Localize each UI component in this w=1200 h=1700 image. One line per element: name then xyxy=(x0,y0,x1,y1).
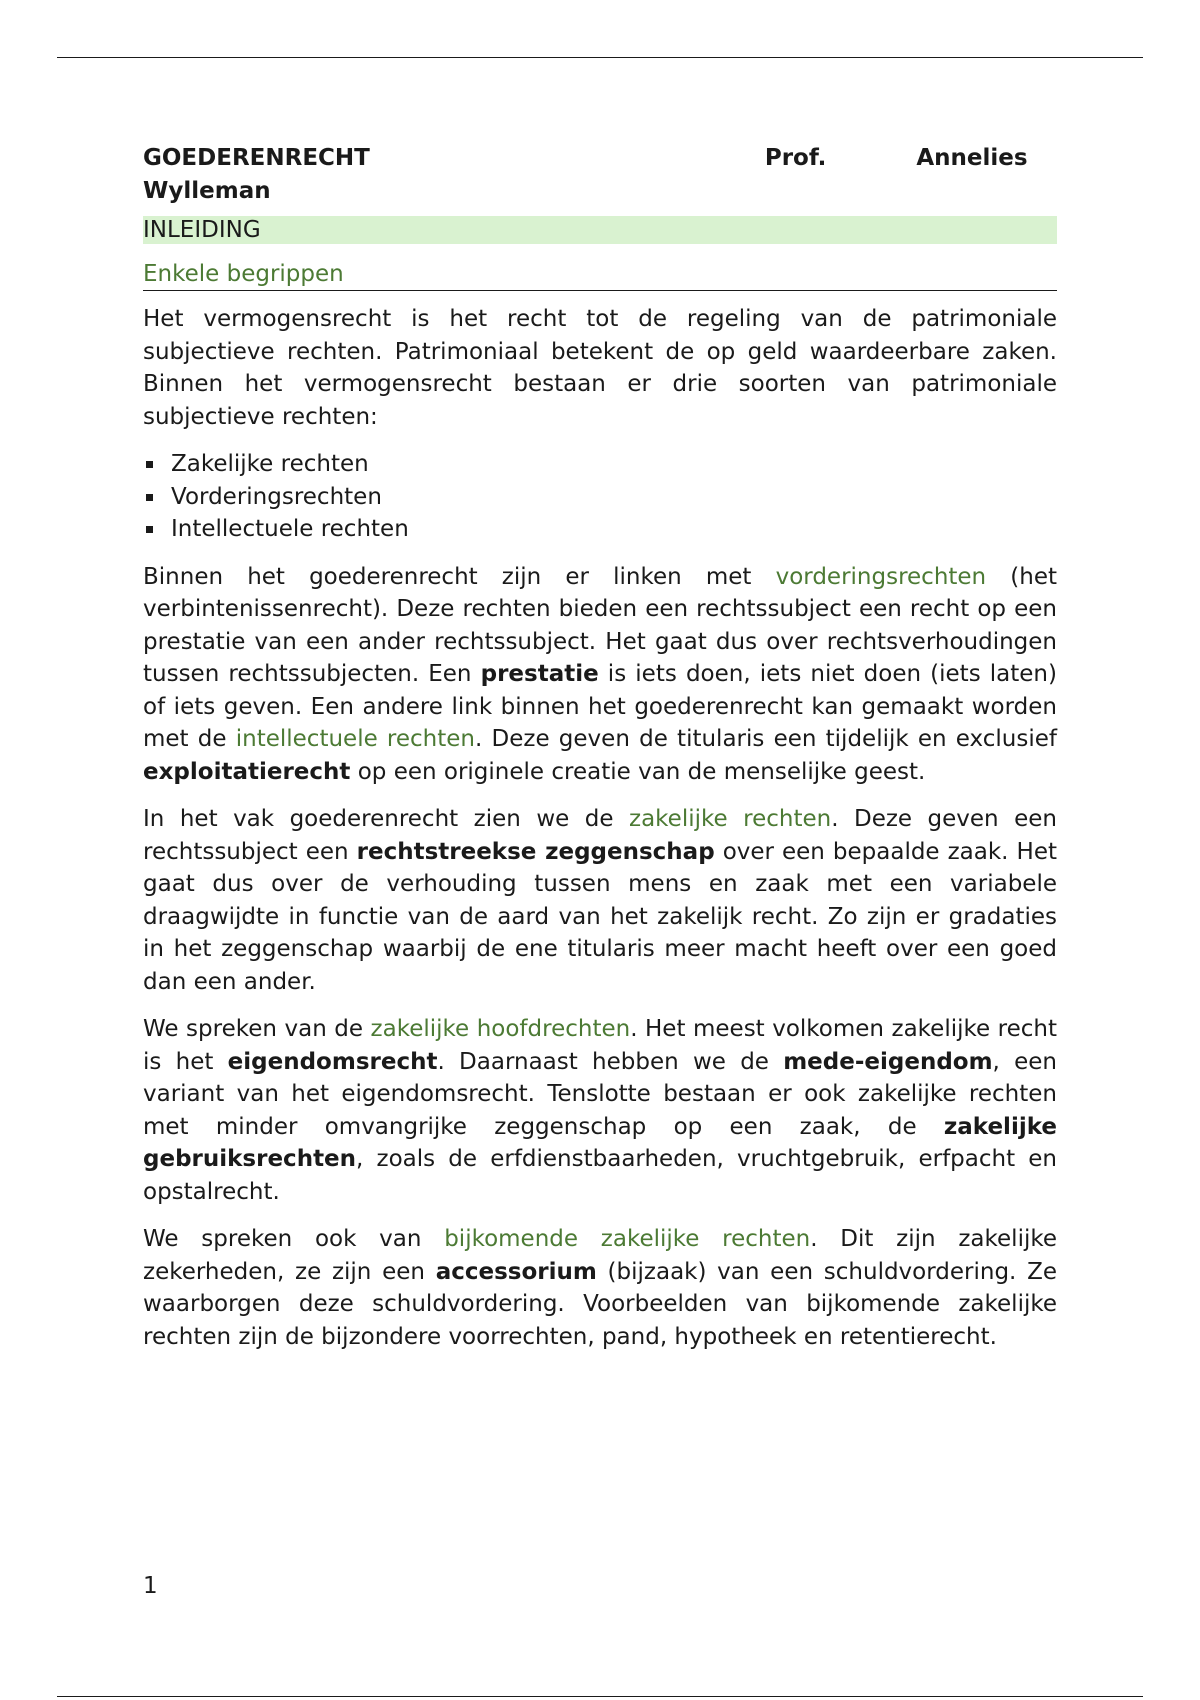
text-run: is iets doen, iets niet doen (iets laten) of iets geven. Een andere link binnen het goederenrecht kan gemaakt worden met de xyxy=(143,661,1057,752)
bullet-list xyxy=(143,448,1057,546)
top-rule xyxy=(57,57,1143,58)
text-run: In het vak goederenrecht zien we de xyxy=(143,806,629,832)
paragraph-1: Het vermogensrecht is het recht tot de regeling van de patrimoniale subjectieve rechten. Patrimoniaal betekent de op geld waardeerbare zaken. Binnen het vermogensrecht bestaan er drie soorten van patrimoniale subjectieve rechten: xyxy=(143,306,1057,430)
paragraph-3 xyxy=(143,803,1057,998)
author-first-name: Annelies xyxy=(916,145,1028,171)
paragraph-4 xyxy=(143,1013,1057,1208)
text-run: . Deze geven een rechtssubject een xyxy=(143,806,1057,865)
section-heading: INLEIDING xyxy=(143,216,1057,244)
bold-term: zakelijke gebruiksrechten xyxy=(143,1113,1057,1172)
bold-term: accessorium xyxy=(435,1258,597,1285)
document-title xyxy=(143,142,1057,207)
bold-term: rechtstreekse zeggenschap xyxy=(356,838,715,865)
text-run: op een originele creatie van de menselijke geest. xyxy=(350,758,926,785)
highlighted-term: zakelijke hoofdrechten xyxy=(370,1016,631,1042)
text-run: . Deze geven de titularis een tijdelijk en exclusief xyxy=(475,726,1057,752)
paragraph-5 xyxy=(143,1223,1057,1353)
page-number: 1 xyxy=(143,1573,158,1599)
highlighted-term: zakelijke rechten xyxy=(629,806,832,832)
list-item-label: Vorderingsrechten xyxy=(171,483,382,510)
bold-term: exploitatierecht xyxy=(143,758,351,785)
list-item xyxy=(143,448,1057,481)
highlighted-term: intellectuele rechten xyxy=(235,726,476,752)
text-run: Binnen het goederenrecht zijn er linken met xyxy=(143,563,776,590)
text-run: (bijzaak) van een schuldvordering. Ze waarborgen deze schuldvordering. Voorbeelden van bijkomende zakelijke rechten zijn de bijzondere voorrechten, pand, hypotheek en retentierecht. xyxy=(143,1258,1057,1350)
text-run: . Dit zijn zakelijke zekerheden, ze zijn een xyxy=(143,1226,1057,1285)
bold-term: mede-eigendom xyxy=(783,1048,993,1075)
highlighted-term: bijkomende zakelijke rechten xyxy=(444,1226,811,1252)
list-item-label: Zakelijke rechten xyxy=(171,451,369,477)
subheading: Enkele begrippen xyxy=(143,260,1057,291)
highlighted-term: vorderingsrechten xyxy=(775,563,987,590)
square-bullet-icon xyxy=(146,461,153,468)
text-run: , een variant van het eigendomsrecht. Tenslotte bestaan er ook zakelijke rechten met minder omvangrijke zeggenschap op een zaak, de xyxy=(143,1048,1058,1140)
text-run: , zoals de erfdienstbaarheden, vruchtgebruik, erfpacht en opstalrecht. xyxy=(143,1146,1057,1205)
paragraph-2 xyxy=(143,561,1057,789)
text-run: (het verbintenissenrecht). Deze rechten bieden een rechtssubject een recht op een prestatie van een ander rechtssubject. Het gaat dus over rechtsverhoudingen tussen rechtssubjecten. Een xyxy=(143,563,1058,687)
bottom-rule xyxy=(57,1696,1143,1697)
list-item xyxy=(143,513,1057,546)
text-run: over een bepaalde zaak. Het gaat dus over de verhouding tussen mens en zaak met een variabele draagwijdte in functie van de aard van het zakelijk recht. Zo zijn er gradaties in het zeggenschap waarbij de ene titularis meer macht heeft over een goed dan een ander. xyxy=(143,838,1057,995)
author-prefix: Prof. xyxy=(764,145,827,171)
list-item-label: Intellectuele rechten xyxy=(171,516,409,542)
text-run: We spreken van de xyxy=(143,1016,371,1042)
author-last-name: Wylleman xyxy=(143,177,271,204)
text-run: . Het meest volkomen zakelijke recht is het xyxy=(143,1016,1057,1075)
bold-term: eigendomsrecht xyxy=(227,1048,438,1075)
text-run: . Daarnaast hebben we de xyxy=(437,1048,784,1075)
document-body xyxy=(143,142,1057,1368)
list-item xyxy=(143,481,1057,514)
bold-term: prestatie xyxy=(480,661,599,687)
square-bullet-icon xyxy=(146,526,153,533)
course-title: GOEDERENRECHT xyxy=(143,145,370,171)
square-bullet-icon xyxy=(146,494,153,501)
text-run: We spreken ook van xyxy=(143,1226,445,1252)
